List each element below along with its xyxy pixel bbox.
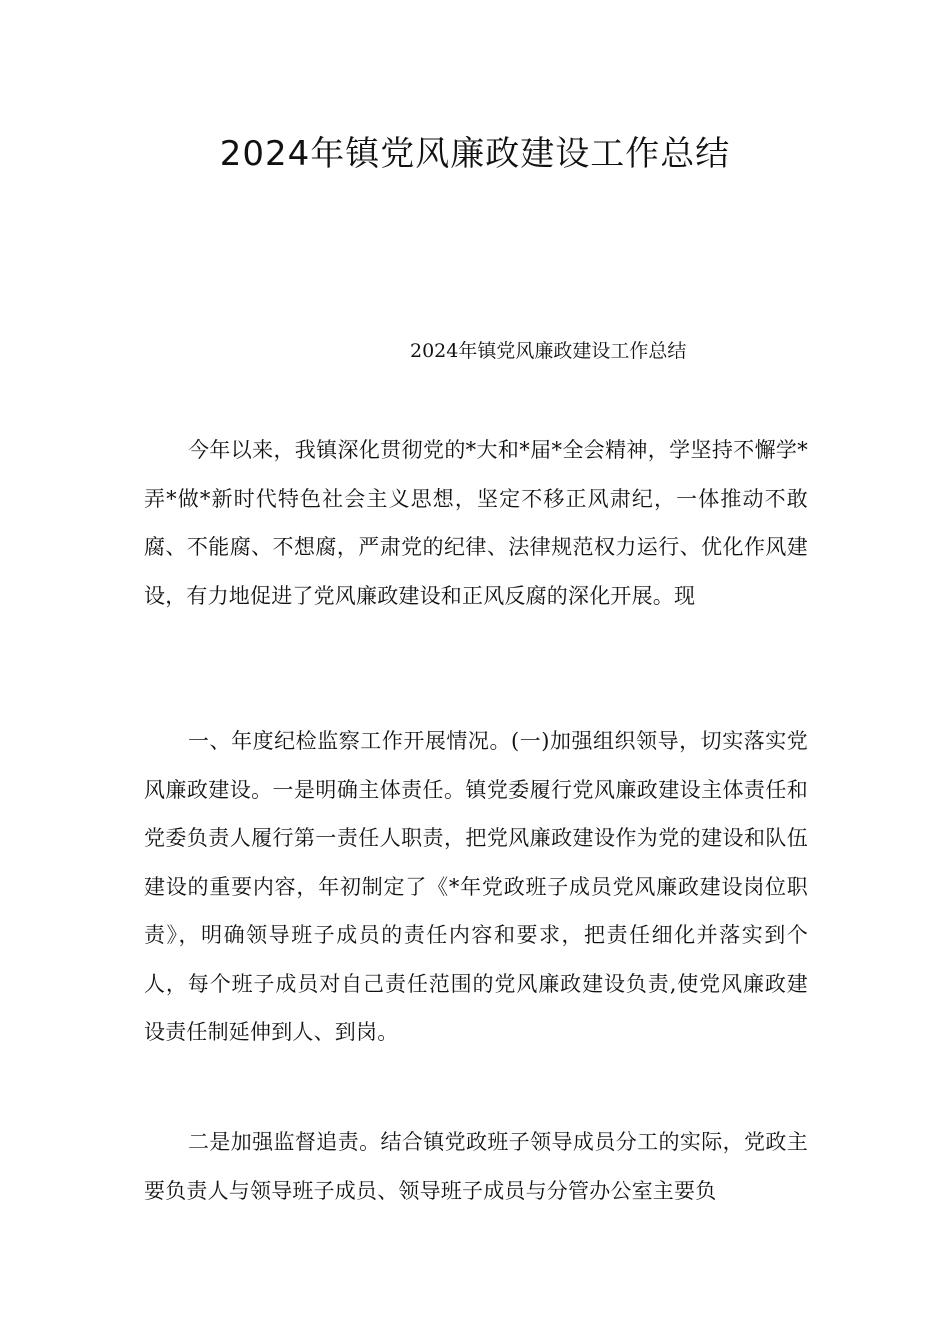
document-title: 2024年镇党风廉政建设工作总结 — [219, 134, 731, 174]
document-subtitle: 2024年镇党风廉政建设工作总结 — [410, 340, 687, 362]
paragraph-intro: 今年以来，我镇深化贯彻党的*大和*届*全会精神，学坚持不懈学*弄*做*新时代特色社会主义思想，坚定不移正风肃纪，一体推动不敢腐、不能腐、不想腐，严肃党的纪律、法律规范权力运行、优化作风建设，有力地促进了党风廉政建设和正风反腐的深化开展。现 — [144, 438, 808, 608]
paragraph-supervision: 二是加强监督追责。结合镇党政班子领导成员分工的实际，党政主要负责人与领导班子成员、领导班子成员与分管办公室主要负 — [144, 1130, 808, 1203]
paragraph-section-one: 一、年度纪检监察工作开展情况。(一)加强组织领导，切实落实党风廉政建设。一是明确主体责任。镇党委履行党风廉政建设主体责任和党委负责人履行第一责任人职责，把党风廉政建设作为党的建设和队伍建设的重要内容，年初制定了《*年党政班子成员党风廉政建设岗位职责》，明确领导班子成员的责任内容和要求，把责任细化并落实到个人，每个班子成员对自己责任范围的党风廉政建设负责,使党风廉政建设责任制延伸到人、到岗。 — [144, 729, 808, 1044]
